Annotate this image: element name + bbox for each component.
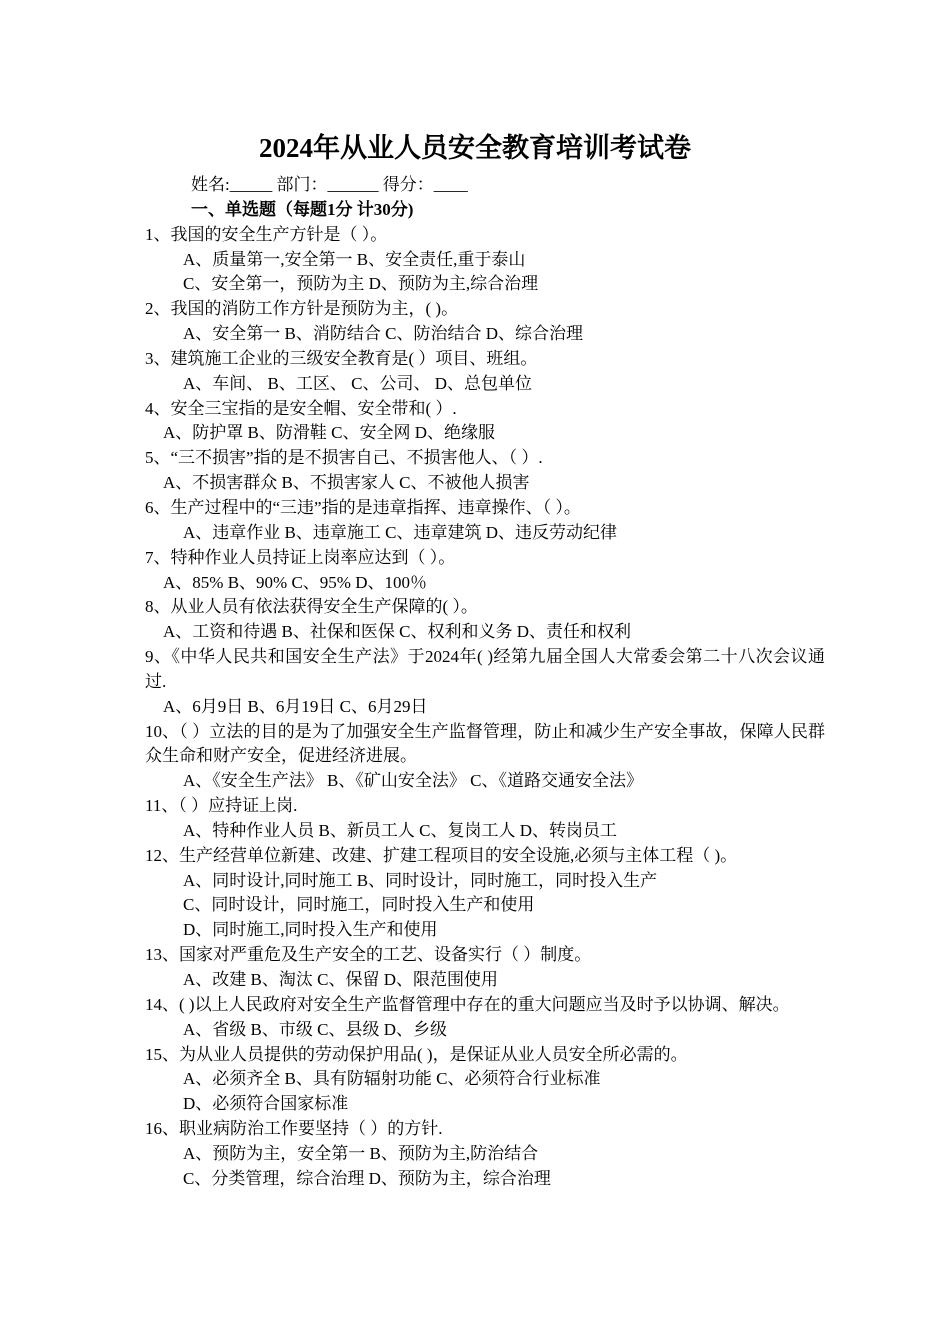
answer-options: A、省级 B、市级 C、县级 D、乡级 bbox=[183, 1019, 447, 1039]
answer-options: C、同时设计，同时施工，同时投入生产和使用 bbox=[183, 895, 535, 915]
answer-options: A、《安全生产法》 B、《矿山安全法》 C、《道路交通安全法》 bbox=[183, 771, 643, 791]
question-stem: 7、特种作业人员持证上岗率应达到（ ）。 bbox=[145, 547, 456, 567]
question-stem bbox=[145, 720, 825, 770]
question-stem: 13、国家对严重危及生产安全的工艺、设备实行（ ）制度。 bbox=[145, 945, 592, 965]
answer-options: D、同时施工,同时投入生产和使用 bbox=[183, 920, 438, 940]
question-stem: 5、“三不损害”指的是不损害自己、不损害他人、（ ）. bbox=[145, 448, 543, 468]
question-stem: 8、从业人员有依法获得安全生产保障的( ）。 bbox=[145, 597, 478, 617]
question-stem: 6、生产过程中的“三违”指的是违章指挥、违章操作、（ ）。 bbox=[145, 497, 581, 517]
question-stem: 3、建筑施工企业的三级安全教育是( ）项目、班组。 bbox=[145, 348, 538, 368]
answer-options: C、分类管理，综合治理 D、预防为主，综合治理 bbox=[183, 1168, 551, 1188]
answer-options: A、预防为主，安全第一 B、预防为主,防治结合 bbox=[183, 1143, 539, 1163]
answer-options: C、安全第一，预防为主 D、预防为主,综合治理 bbox=[183, 274, 539, 294]
answer-options: A、不损害群众 B、不损害家人 C、不被他人损害 bbox=[163, 473, 530, 493]
answer-options: A、防护罩 B、防滑鞋 C、安全网 D、绝缘服 bbox=[163, 423, 495, 443]
answer-options: A、6月9日 B、6月19日 C、6月29日 bbox=[163, 696, 428, 716]
answer-options: A、质量第一,安全第一 B、安全责任,重于泰山 bbox=[183, 249, 526, 269]
answer-options: A、违章作业 B、违章施工 C、违章建筑 D、违反劳动纪律 bbox=[183, 522, 617, 542]
answer-options: A、改建 B、淘汰 C、保留 D、限范围使用 bbox=[183, 970, 498, 989]
answer-options: A、安全第一 B、消防结合 C、防治结合 D、综合治理 bbox=[183, 324, 583, 344]
question-stem bbox=[145, 993, 825, 1018]
answer-options: A、同时设计,同时施工 B、同时设计，同时施工，同时投入生产 bbox=[183, 870, 658, 890]
question-stem-text: 9、《中华人民共和国安全生产法》于2024年( )经第九届全国人大常委会第二十八次会议通过. bbox=[145, 647, 825, 691]
question-stem: 1、我国的安全生产方针是（ ）。 bbox=[145, 224, 388, 244]
answer-options: D、必须符合国家标准 bbox=[183, 1094, 349, 1114]
exam-content bbox=[145, 173, 825, 1192]
question-list bbox=[145, 223, 825, 1192]
question-stem-text: 10、（ ）立法的目的是为了加强安全生产监督管理，防止和减少生产安全事故，保障人民群众生命和财产安全，促进经济进展。 bbox=[145, 721, 825, 766]
question-stem: 15、为从业人员提供的劳动保护用品( )，是保证从业人员安全所必需的。 bbox=[145, 1044, 688, 1064]
answer-options: A、必须齐全 B、具有防辐射功能 C、必须符合行业标准 bbox=[183, 1069, 601, 1089]
answer-options: A、85% B、90% C、95% D、100％ bbox=[163, 572, 427, 592]
answer-options: A、车间、 B、工区、 C、公司、 D、总包单位 bbox=[183, 373, 532, 393]
exam-info-line: 姓名:_____ 部门：______ 得分：____ bbox=[191, 175, 468, 194]
question-stem: 11、（ ）应持证上岗. bbox=[145, 796, 298, 816]
question-stem-text: 14、( )以上人民政府对安全生产监督管理中存在的重大问题应当及时予以协调、解决。 bbox=[145, 994, 790, 1014]
answer-options: A、特种作业人员 B、新员工人 C、复岗工人 D、转岗员工 bbox=[183, 820, 617, 840]
question-stem: 2、我国的消防工作方针是预防为主，( )。 bbox=[145, 299, 459, 319]
question-stem: 12、生产经营单位新建、改建、扩建工程项目的安全设施,必须与主体工程（ )。 bbox=[145, 845, 738, 865]
question-stem bbox=[145, 645, 825, 695]
question-stem: 16、职业病防治工作要坚持（ ）的方针. bbox=[145, 1119, 443, 1139]
answer-options: A、工资和待遇 B、社保和医保 C、权利和义务 D、责任和权利 bbox=[163, 622, 631, 642]
section-heading: 一、单选题（每题1分 计30分) bbox=[191, 199, 414, 219]
question-stem: 4、安全三宝指的是安全帽、安全带和( ）. bbox=[145, 398, 457, 418]
exam-title: 2024年从业人员安全教育培训考试卷 bbox=[259, 133, 691, 163]
